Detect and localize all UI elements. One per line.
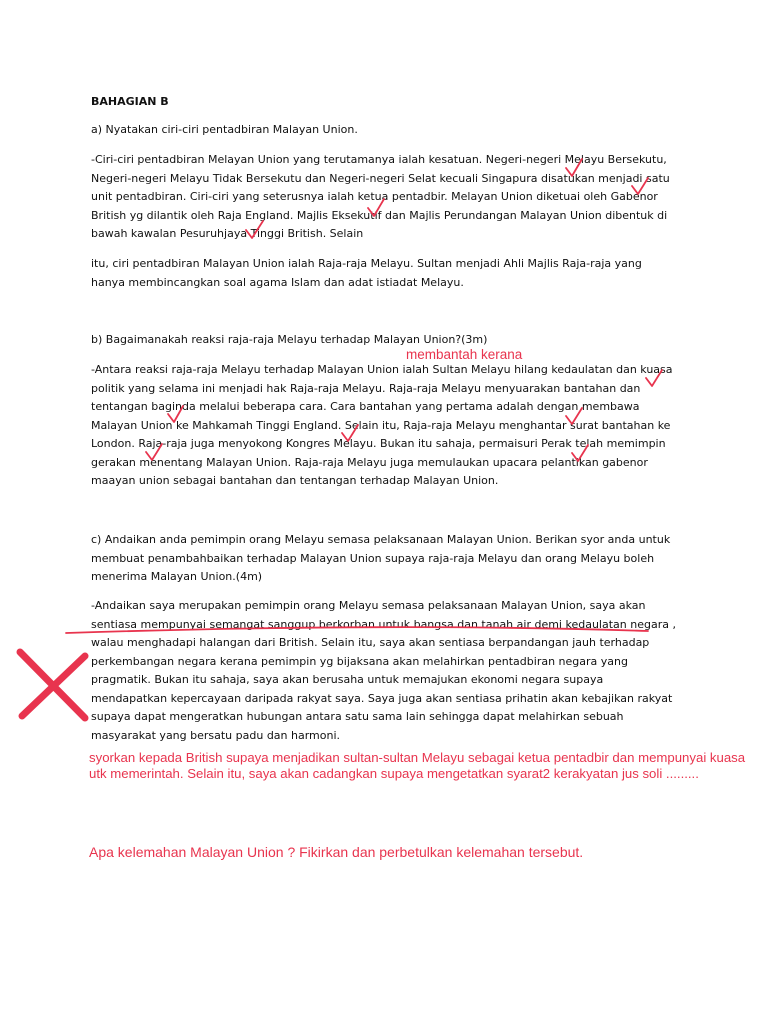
question-c: c) Andaikan anda pemimpin orang Melayu semasa pelaksanaan Malayan Union. Berikan syor anda untuk membuat penambahbaikan terhadap Malayan Union supaya raja-raja Melayu dan orang Melayu boleh menerima Malayan Union.(4m) (91, 533, 671, 583)
checkmark-icon (646, 370, 662, 386)
checkmark-icon (572, 445, 588, 461)
answer-a-paragraph-1: -Ciri-ciri pentadbiran Melayan Union yang terutamanya ialah kesatuan. Negeri-negeri Melayu Bersekutu, Negeri-negeri Melayu Tidak Bersekutu dan Negeri-negeri Selat kecuali Singapura disatukan menjadi satu unit pentadbiran. Ciri-ciri yang seterusnya ialah ketua pentadbir. Melayan Union diketuai oleh Gabenor British yg dilantik oleh Raja England. Majlis Eksekutif dan Majlis Perundangan Malayan Union dibentuk di bawah kawalan Pesuruhjaya Tinggi British. Selain (91, 153, 670, 240)
cross-icon (20, 652, 85, 718)
answer-b: -Antara reaksi raja-raja Melayu terhadap Malayan Union ialah Sultan Melayu hilang kedaulatan dan kuasa politik yang selama ini menjadi hak Raja-raja Melayu. Raja-raja Melayu menyuarakan bantahan dan tentangan baginda melalui beberapa cara. Cara bantahan yang pertama adalah dengan membawa Malayan Union ke Mahkamah Tinggi England. Selain itu, Raja-raja Melayu menghantar surat bantahan ke London. Raja-raja juga menyokong Kongres Melayu. Bukan itu sahaja, permaisuri Perak telah memimpin gerakan menentang Malayan Union. Raja-raja Melayu juga memulaukan upacara pelantikan gabenor maayan union sebagai bantahan dan tentangan terhadap Malayan Union. (91, 363, 673, 487)
teacher-annotation-b: membantah kerana (406, 347, 523, 362)
answer-a-paragraph-2: itu, ciri pentadbiran Malayan Union ialah Raja-raja Melayu. Sultan menjadi Ahli Majlis Raja-raja yang hanya membincangkan soal agama Islam dan adat istiadat Melayu. (91, 257, 642, 289)
checkmark-icon (342, 425, 358, 441)
checkmark-icon (368, 199, 384, 216)
teacher-annotation-c-question: Apa kelemahan Malayan Union ? Fikirkan dan perbetulkan kelemahan tersebut. (89, 844, 584, 860)
checkmark-icon (632, 178, 648, 194)
underline-mark (66, 627, 648, 633)
teacher-annotation-c-suggestion: syorkan kepada British supaya menjadikan sultan-sultan Melayu sebagai ketua pentadbir dan mempunyai kuasa utk memerintah. Selain itu, saya akan cadangkan supaya mengetatkan syarat2 kerakyatan jus soli ......... (89, 750, 746, 781)
checkmark-icon (566, 408, 582, 424)
checkmark-icon (566, 159, 582, 176)
section-heading: BAHAGIAN B (91, 95, 169, 108)
answer-c: -Andaikan saya merupakan pemimpin orang Melayu semasa pelaksanaan Malayan Union, saya akan sentiasa mempunyai semangat sanggup berkorban untuk bangsa dan tanah air demi kedaulatan negara , walau menghadapi halangan dari British. Selain itu, saya akan sentiasa berpandangan jauh terhadap perkembangan negara kerana pemimpin yg bijaksana akan melahirkan pentadbiran negara yang pragmatik. Bukan itu sahaja, saya akan berusaha untuk memajukan ekonomi negara supaya mendapatkan kepercayaan daripada rakyat saya. Saya juga akan sentiasa prihatin akan kebajikan rakyat supaya dapat mengeratkan hubungan antara satu sama lain sehingga dapat melahirkan sebuah masyarakat yang bersatu padu dan harmoni. (91, 599, 676, 742)
question-a: a) Nyatakan ciri-ciri pentadbiran Malayan Union. (91, 123, 358, 136)
checkmark-icon (246, 221, 263, 238)
checkmark-icon (146, 444, 162, 460)
checkmark-icon (168, 406, 183, 422)
question-b: b) Bagaimanakah reaksi raja-raja Melayu terhadap Malayan Union?(3m) (91, 333, 488, 346)
